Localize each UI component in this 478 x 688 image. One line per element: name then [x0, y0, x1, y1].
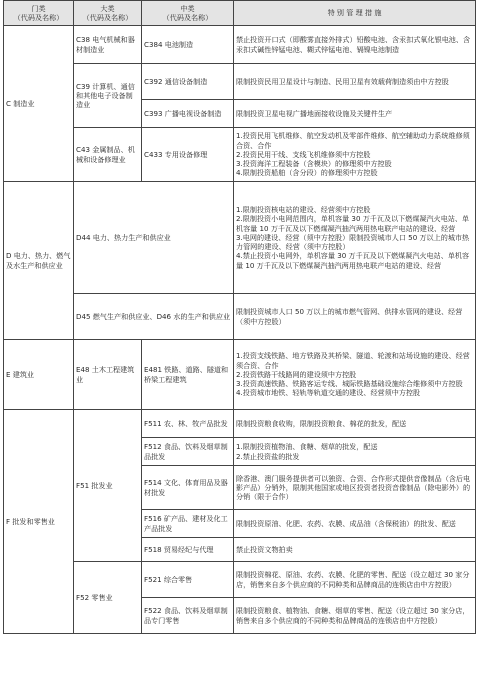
category-b-cell: D44 电力、热力生产和供应业: [74, 182, 234, 294]
category-a-cell: C 制造业: [4, 26, 74, 182]
measure-item: 4.禁止投资小电网外，单机容量 30 万千瓦及以下燃煤凝汽火电站、单机容量 10 万千瓦及以下燃煤凝汽抽汽两用热电联产电站的建设、经营: [236, 251, 470, 270]
category-a-cell: F 批发和零售业: [4, 410, 74, 634]
category-c-cell: F521 综合零售: [142, 562, 234, 598]
measure-cell: 限制投资民用卫星设计与制造、民用卫星有效载荷制造须由中方控股: [234, 64, 476, 100]
measure-item: 3.电网的建设、经营（须中方控股）限制投资城市人口 50 万以上的城市热力管网的建设、经营（须中方控股）: [236, 232, 470, 252]
category-b-cell: C43 金属制品、机械和设备修理业: [74, 128, 142, 182]
category-c-cell: F511 农、林、牧产品批发: [142, 410, 234, 438]
table-row: [4, 410, 476, 438]
table-header-row: [4, 1, 476, 26]
measure-cell: [234, 182, 476, 294]
table-row: [4, 182, 476, 294]
header-category-b: 大类 （代码及名称）: [74, 1, 142, 26]
category-c-cell: C433 专用设备修理: [142, 128, 234, 182]
measure-item: 1.投资民用飞机维修、航空发动机及零部件维修、航空辅助动力系统维修须合资、合作: [236, 131, 470, 150]
measure-cell: 限制投资卫星电视广播地面接收设施及关键件生产: [234, 100, 476, 128]
measure-item: 2.限制投资小电网范围内，单机容量 30 万千瓦及以下燃煤凝汽火电站、单机容量 10 万千瓦及以下燃煤凝汽抽汽两用热电联产电站的建设、经营: [236, 214, 470, 233]
table-row: [4, 128, 476, 182]
category-c-cell: F514 文化、体育用品及器材批发: [142, 466, 234, 510]
measure-cell: 限制投资城市人口 50 万以上的城市燃气管网、供排水管网的建设、经营（须中方控股）: [234, 294, 476, 340]
table-row: [4, 64, 476, 100]
header-measures: 特 别 管 理 措 施: [234, 1, 476, 26]
special-measures-table: [3, 0, 476, 634]
category-a-cell: D 电力、热力、燃气及水生产和供应业: [4, 182, 74, 340]
category-c-cell: F522 食品、饮料及烟草制品专门零售: [142, 598, 234, 634]
table-row: [4, 26, 476, 64]
measure-item: 2.投资铁路干线路网的建设须中方控股: [236, 369, 357, 379]
category-c-cell: E481 铁路、道路、隧道和桥梁工程建筑: [142, 340, 234, 410]
measure-cell: 限制投资粮食收购，限制投资粮食、棉花的批发，配送: [234, 410, 476, 438]
table-row: [4, 340, 476, 410]
measure-item: 1.限制投资植物油、食糖、烟草的批发，配送: [236, 442, 378, 452]
measure-item: 2.投资民用干线、支线飞机维修须中方控股: [236, 149, 371, 159]
measure-cell: 限制投资棉花、原油、农药、农膜、化肥的零售、配送（设立超过 30 家分店，销售来自多个供应商的不同种类和品牌商品的连锁店由中方控股）: [234, 562, 476, 598]
category-b-cell: F51 批发业: [74, 410, 142, 562]
measure-cell: [234, 438, 476, 466]
measure-item: 1.投资支线铁路、地方铁路及其桥梁、隧道、轮渡和站场设施的建设、经营须合资、合作: [236, 351, 470, 370]
measure-cell: 限制投资粮食、植物油、食糖、烟草的零售、配送（设立超过 30 家分店，销售来自多个供应商的不同种类和品牌商品的连锁店由中方控股）: [234, 598, 476, 634]
measure-item: 4.投资城市地铁、轻轨等轨道交通的建设、经营须中方控股: [236, 388, 421, 398]
category-c-cell: F512 食品、饮料及烟草制品批发: [142, 438, 234, 466]
category-b-cell: D45 燃气生产和供应业、D46 水的生产和供应业: [74, 294, 234, 340]
category-b-cell: C38 电气机械和器材制造业: [74, 26, 142, 64]
category-c-cell: F518 贸易经纪与代理: [142, 538, 234, 562]
measure-item: 1.限制投资核电站的建设、经营须中方控股: [236, 205, 371, 215]
measure-item: 3.投资高速铁路、铁路客运专线、城际铁路基础设施综合维修须中方控股: [236, 379, 463, 389]
category-c-cell: C384 电池制造: [142, 26, 234, 64]
category-c-cell: F516 矿产品、建材及化工产品批发: [142, 510, 234, 538]
category-b-cell: E48 土木工程建筑业: [74, 340, 142, 410]
measure-item: 4.限制投资船舶（含分段）的修理须中方控股: [236, 168, 378, 178]
measure-cell: 禁止投资文物拍卖: [234, 538, 476, 562]
category-b-cell: C39 计算机、通信和其他电子设备制造业: [74, 64, 142, 128]
measure-cell: [234, 340, 476, 410]
header-category-a: 门类 （代码及名称）: [4, 1, 74, 26]
table-row: [4, 562, 476, 598]
table-row: [4, 294, 476, 340]
measure-cell: [234, 128, 476, 182]
category-b-cell: F52 零售业: [74, 562, 142, 634]
category-a-cell: E 建筑业: [4, 340, 74, 410]
measure-cell: 除香港、澳门服务提供者可以独资、合资、合作形式提供音像制品（含后电影产品）分销外，限制其他国家或地区投资者投资音像制品（除电影外）的分销（限于合作）: [234, 466, 476, 510]
measure-cell: 禁止投资开口式（即酸雾直接外排式）铅酸电池、含汞扣式氧化银电池、含汞扣式碱性锌锰电池、糊式锌锰电池、镉镍电池制造: [234, 26, 476, 64]
measure-item: 3.投资海洋工程装备（含模块）的修理须中方控股: [236, 159, 392, 169]
category-c-cell: C392 通信设备制造: [142, 64, 234, 100]
measure-item: 2.禁止投资盐的批发: [236, 451, 300, 461]
category-c-cell: C393 广播电视设备制造: [142, 100, 234, 128]
header-category-c: 中类 （代码及名称）: [142, 1, 234, 26]
measure-cell: 限制投资原油、化肥、农药、农膜、成品油（含保税油）的批发、配送: [234, 510, 476, 538]
